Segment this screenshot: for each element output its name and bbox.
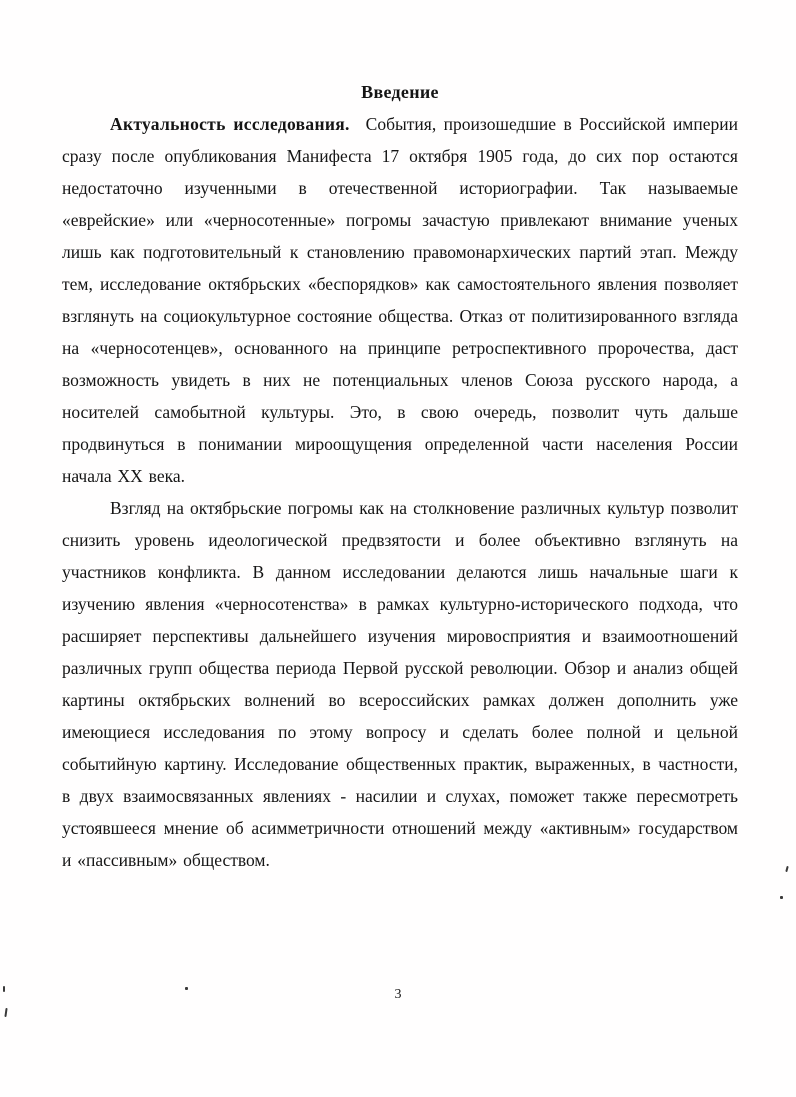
scan-artifact xyxy=(3,986,5,992)
page-title: Введение xyxy=(361,82,439,102)
scan-artifact xyxy=(4,1008,7,1017)
paragraph-text: События, произошедшие в Российской империи сразу после опубликования Манифеста 17 октября 1905 года, до сих пор остаются недостаточно изученными в отечественной историографии. Так называемые «еврейские» или «черносотенные» погромы зачастую привлекают внимание ученых лишь как подготовительный к становлению правомонархических партий этап. Между тем, исследование октябрьских «беспорядков» как самостоятельного явления позволяет взглянуть на социокультурное состояние общества. Отказ от политизированного взгляда на «черносотенцев», основанного на принципе ретроспективного пророчества, даст возможность увидеть в них не потенциальных членов Союза русского народа, а носителей самобытной культуры. Это, в свою очередь, позволит чуть дальше продвинуться в понимании мироощущения определенной части населения России начала XX века. xyxy=(62,114,738,486)
paragraph-lead: Актуальность исследования. xyxy=(110,114,350,134)
paragraph xyxy=(62,492,738,876)
scan-artifact xyxy=(785,866,788,872)
scan-artifact xyxy=(780,896,783,899)
paragraph xyxy=(62,108,738,492)
page-content xyxy=(62,76,738,876)
page-number: 3 xyxy=(394,987,402,1002)
paragraph-text: Взгляд на октябрьские погромы как на столкновение различных культур позволит снизить уровень идеологической предвзятости и более объективно взглянуть на участников конфликта. В данном исследовании делаются лишь начальные шаги к изучению явления «черносотенства» в рамках культурно-исторического подхода, что расширяет перспективы дальнейшего изучения мировосприятия и взаимоотношений различных групп общества периода Первой русской революции. Обзор и анализ общей картины октябрьских волнений во всероссийских рамках должен дополнить уже имеющиеся исследования по этому вопросу и сделать более полной и цельной событийную картину. Исследование общественных практик, выраженных, в частности, в двух взаимосвязанных явлениях - насилии и слухах, поможет также пересмотреть устоявшееся мнение об асимметричности отношений между «активным» государством и «пассивным» обществом. xyxy=(62,498,738,870)
scan-artifact xyxy=(185,987,188,990)
